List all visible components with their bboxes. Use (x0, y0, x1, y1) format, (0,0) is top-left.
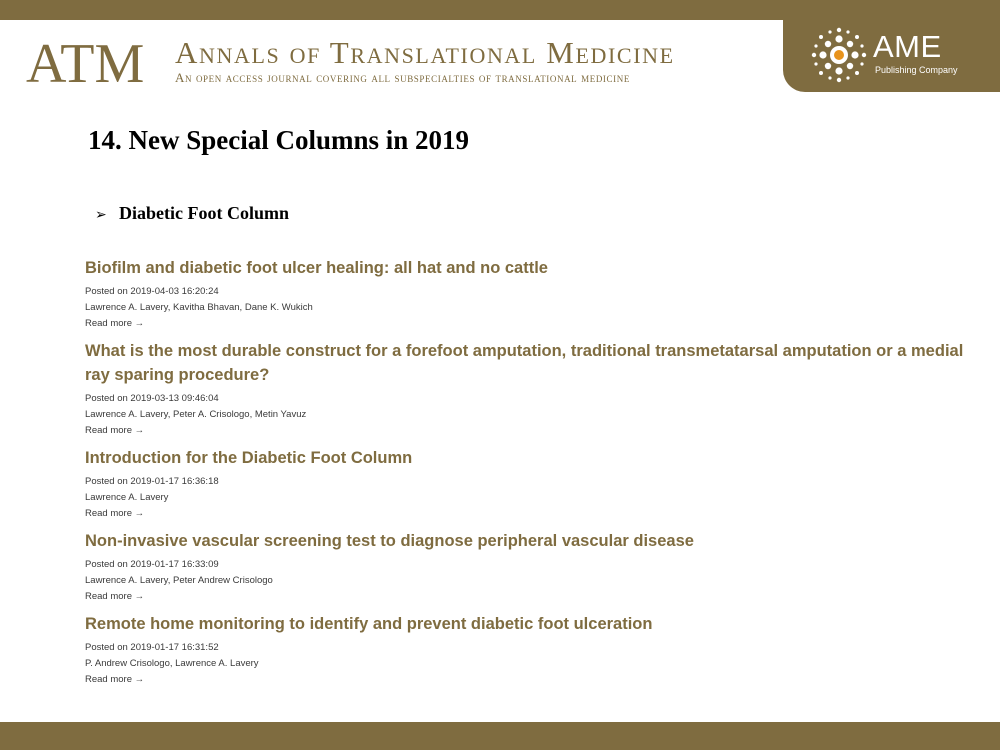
article-authors: P. Andrew Crisologo, Lawrence A. Lavery (85, 658, 259, 669)
article-item (85, 339, 985, 439)
top-bar (0, 0, 1000, 20)
read-more-link[interactable]: Read more → (85, 508, 145, 519)
article-item (85, 446, 985, 522)
bottom-bar (0, 722, 1000, 750)
article-posted-date: Posted on 2019-04-03 16:20:24 (85, 286, 219, 297)
read-more-link[interactable]: Read more → (85, 674, 145, 685)
article-title-link[interactable]: What is the most durable construct for a forefoot amputation, traditional transmetatarsal amputation or a medial ray sparing procedure? (85, 342, 964, 384)
article-item (85, 256, 985, 332)
article-posted-date: Posted on 2019-01-17 16:36:18 (85, 476, 219, 487)
article-item (85, 612, 985, 688)
article-authors: Lawrence A. Lavery, Peter Andrew Crisologo (85, 575, 273, 586)
ame-dots-icon (809, 25, 869, 85)
ame-publisher-logo (783, 20, 1000, 92)
read-more-link[interactable]: Read more → (85, 318, 145, 329)
ame-logo-text: AME (873, 29, 942, 64)
article-authors: Lawrence A. Lavery, Kavitha Bhavan, Dane K. Wukich (85, 302, 313, 313)
article-title-link[interactable]: Introduction for the Diabetic Foot Column (85, 449, 413, 467)
article-posted-date: Posted on 2019-01-17 16:33:09 (85, 559, 219, 570)
read-more-link[interactable]: Read more → (85, 425, 145, 436)
article-authors: Lawrence A. Lavery (85, 492, 169, 503)
column-heading (95, 201, 289, 227)
column-heading-label: Diabetic Foot Column (119, 203, 289, 223)
journal-header (0, 20, 1000, 95)
journal-subtitle: An open access journal covering all subspecialties of translational medicine (175, 70, 630, 85)
article-posted-date: Posted on 2019-03-13 09:46:04 (85, 393, 219, 404)
ame-logo-subtext: Publishing Company (875, 65, 958, 75)
article-authors: Lawrence A. Lavery, Peter A. Crisologo, Metin Yavuz (85, 409, 307, 420)
article-title-link[interactable]: Remote home monitoring to identify and prevent diabetic foot ulceration (85, 615, 653, 633)
arrow-bullet-icon: ➢ (95, 207, 107, 223)
article-posted-date: Posted on 2019-01-17 16:31:52 (85, 642, 219, 653)
article-title-link[interactable]: Non-invasive vascular screening test to diagnose peripheral vascular disease (85, 532, 694, 550)
article-title-link[interactable]: Biofilm and diabetic foot ulcer healing: all hat and no cattle (85, 259, 548, 277)
read-more-link[interactable]: Read more → (85, 591, 145, 602)
article-list (85, 256, 985, 695)
atm-logo: ATM (26, 33, 145, 95)
journal-title: Annals of Translational Medicine (175, 35, 675, 70)
article-item (85, 529, 985, 605)
slide-title: 14. New Special Columns in 2019 (88, 125, 470, 155)
